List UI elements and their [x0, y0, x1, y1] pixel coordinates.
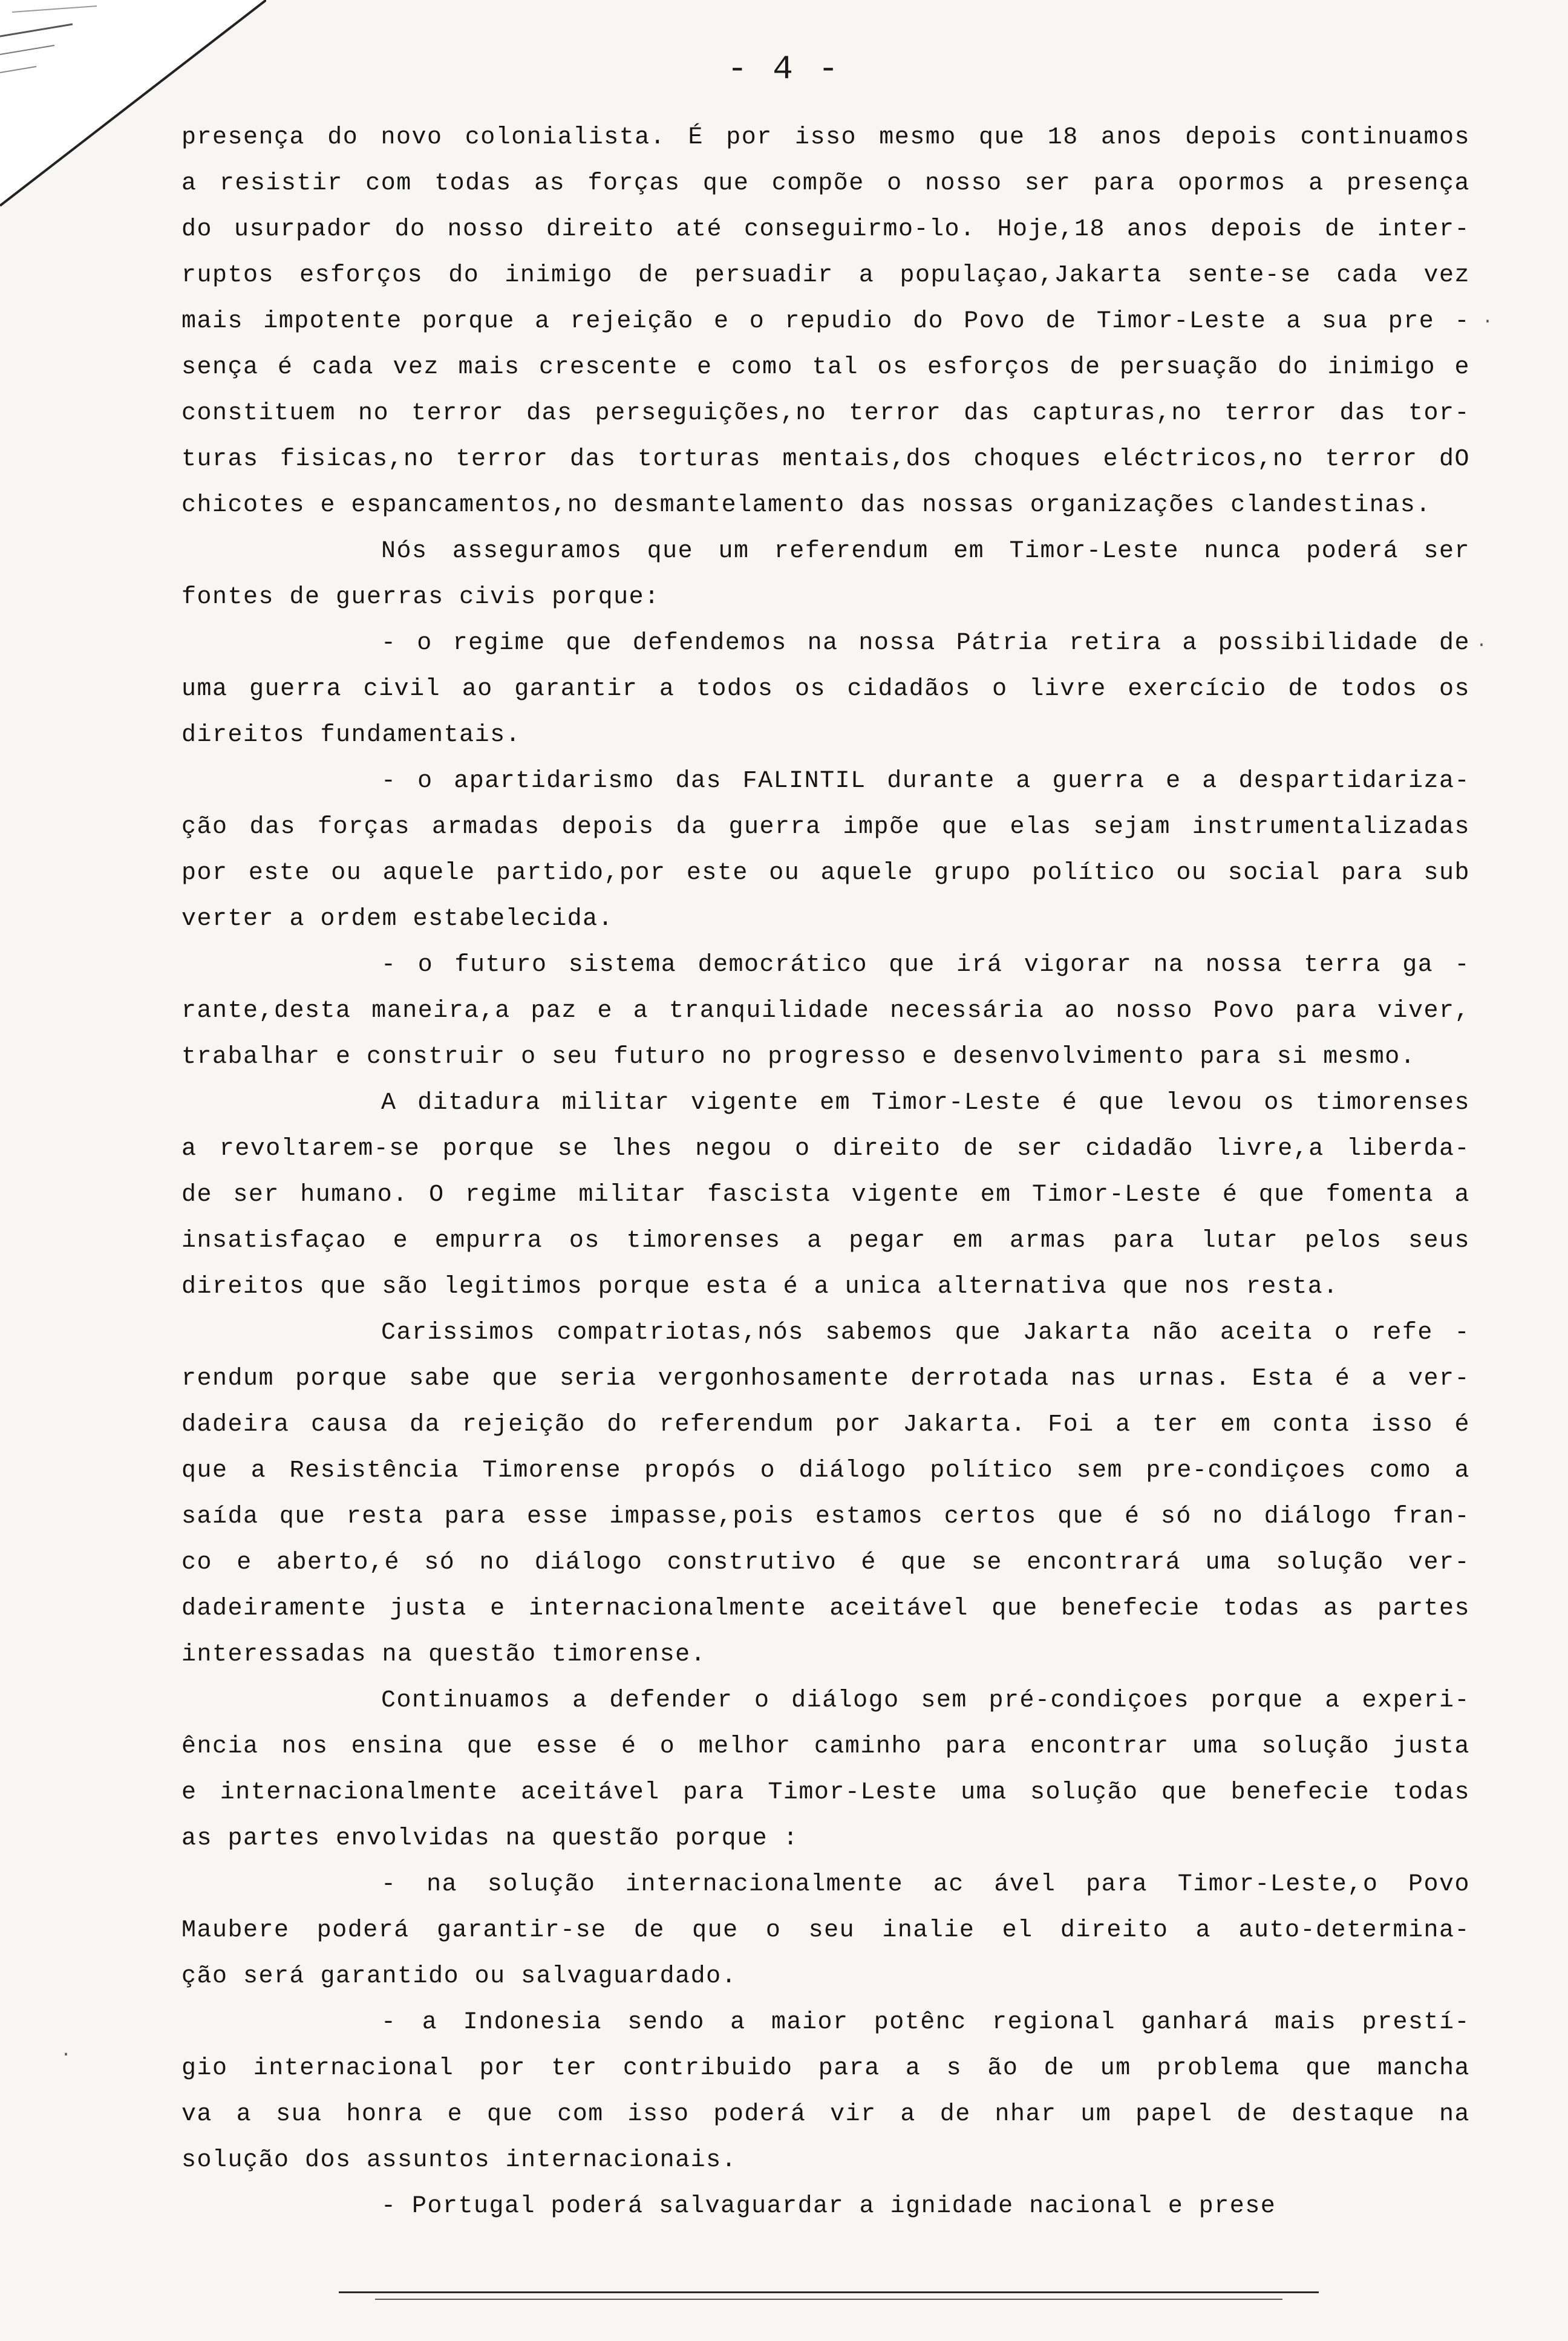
- text-line: - o apartidarismo das FALINTIL durante a guerra e a despartidariza-: [381, 768, 1470, 795]
- text-line: de ser humano. O regime militar fascista vigente em Timor-Leste é que fomenta a: [181, 1181, 1470, 1209]
- text-line: gio internacional por ter contribuido para a s ão de um problema que mancha: [181, 2055, 1470, 2082]
- text-line: dadeiramente justa e internacionalmente aceitável que benefecie todas as partes: [181, 1595, 1470, 1622]
- text-line: por este ou aquele partido,por este ou aquele grupo político ou social para sub: [181, 860, 1470, 887]
- text-line: uma guerra civil ao garantir a todos os cidadãos o livre exercício de todos os: [181, 676, 1470, 703]
- text-line: - Portugal poderá salvaguardar a ignidade nacional e prese: [381, 2193, 1276, 2220]
- text-line: direitos fundamentais.: [181, 722, 521, 749]
- text-line: Nós asseguramos que um referendum em Timor-Leste nunca poderá ser: [381, 538, 1470, 565]
- text-line: fontes de guerras civis porque:: [181, 584, 660, 611]
- text-line: mais impotente porque a rejeição e o repudio do Povo de Timor-Leste a sua pre -: [181, 308, 1470, 335]
- text-line: ência nos ensina que esse é o melhor caminho para encontrar uma solução justa: [181, 1733, 1470, 1760]
- text-line: A ditadura militar vigente em Timor-Leste é que levou os timorenses: [381, 1089, 1470, 1117]
- text-line: as partes envolvidas na questão porque :: [181, 1825, 799, 1852]
- text-line: Carissimos compatriotas,nós sabemos que Jakarta não aceita o refe -: [381, 1319, 1470, 1347]
- text-line: trabalhar e construir o seu futuro no progresso e desenvolvimento para si mesmo.: [181, 1043, 1416, 1071]
- text-line: insatisfaçao e empurra os timorenses a pegar em armas para lutar pelos seus: [181, 1227, 1470, 1255]
- text-line: rante,desta maneira,a paz e a tranquilidade necessária ao nosso Povo para viver,: [181, 997, 1470, 1025]
- text-line: dadeira causa da rejeição do referendum por Jakarta. Foi a ter em conta isso é: [181, 1411, 1470, 1438]
- text-line: interessadas na questão timorense.: [181, 1641, 707, 1668]
- text-line: e internacionalmente aceitável para Timor-Leste uma solução que benefecie todas: [181, 1779, 1470, 1806]
- text-line: saída que resta para esse impasse,pois estamos certos que é só no diálogo fran-: [181, 1503, 1470, 1530]
- text-line: ção será garantido ou salvaguardado.: [181, 1963, 737, 1990]
- text-line: - o futuro sistema democrático que irá vigorar na nossa terra ga -: [381, 952, 1470, 979]
- text-line: - a Indonesia sendo a maior potênc regional ganhará mais prestí-: [381, 2009, 1470, 2036]
- text-line: turas fisicas,no terror das torturas mentais,dos choques eléctricos,no terror dO: [181, 446, 1470, 473]
- text-line: solução dos assuntos internacionais.: [181, 2147, 737, 2174]
- text-line: ruptos esforços do inimigo de persuadir a populaçao,Jakarta sente-se cada vez: [181, 262, 1470, 289]
- text-line: direitos que são legitimos porque esta é a unica alternativa que nos resta.: [181, 1273, 1339, 1301]
- bottom-rule: [339, 2291, 1319, 2293]
- text-line: co e aberto,é só no diálogo construtivo é que se encontrará uma solução ver-: [181, 1549, 1470, 1576]
- text-line: que a Resistência Timorense propós o diálogo político sem pre-condiçoes como a: [181, 1457, 1470, 1484]
- text-line: do usurpador do nosso direito até conseguirmo-lo. Hoje,18 anos depois de inter-: [181, 216, 1470, 243]
- text-line: chicotes e espancamentos,no desmantelamento das nossas organizações clandestinas.: [181, 492, 1431, 519]
- text-line: Maubere poderá garantir-se de que o seu inalie el direito a auto-determina-: [181, 1917, 1470, 1944]
- text-line: Continuamos a defender o diálogo sem pré-condiçoes porque a experi-: [381, 1687, 1470, 1714]
- margin-smudge: ·: [60, 2045, 72, 2065]
- text-line: a revoltarem-se porque se lhes negou o direito de ser cidadão livre,a liberda-: [181, 1135, 1470, 1163]
- text-line: - na solução internacionalmente ac ável para Timor-Leste,o Povo: [381, 1871, 1470, 1898]
- text-line: presença do novo colonialista. É por isso mesmo que 18 anos depois continuamos: [181, 124, 1470, 151]
- text-line: - o regime que defendemos na nossa Pátria retira a possibilidade de: [381, 630, 1470, 657]
- text-line: constituem no terror das perseguições,no terror das capturas,no terror das tor-: [181, 400, 1470, 427]
- text-line: verter a ordem estabelecida.: [181, 906, 614, 933]
- document-body: [181, 115, 1470, 2230]
- text-line: ção das forças armadas depois da guerra impõe que elas sejam instrumentalizadas: [181, 814, 1470, 841]
- margin-smudge: ·: [1476, 635, 1488, 656]
- page-number: - 4 -: [727, 50, 841, 88]
- margin-smudge: ·: [1482, 312, 1494, 332]
- text-line: rendum porque sabe que seria vergonhosamente derrotada nas urnas. Esta é a ver-: [181, 1365, 1470, 1393]
- text-line: sença é cada vez mais crescente e como tal os esforços de persuação do inimigo e: [181, 354, 1470, 381]
- text-line: a resistir com todas as forças que compõe o nosso ser para opormos a presença: [181, 170, 1470, 197]
- bottom-rule-shadow: [375, 2299, 1282, 2300]
- text-line: va a sua honra e que com isso poderá vir a de nhar um papel de destaque na: [181, 2101, 1470, 2128]
